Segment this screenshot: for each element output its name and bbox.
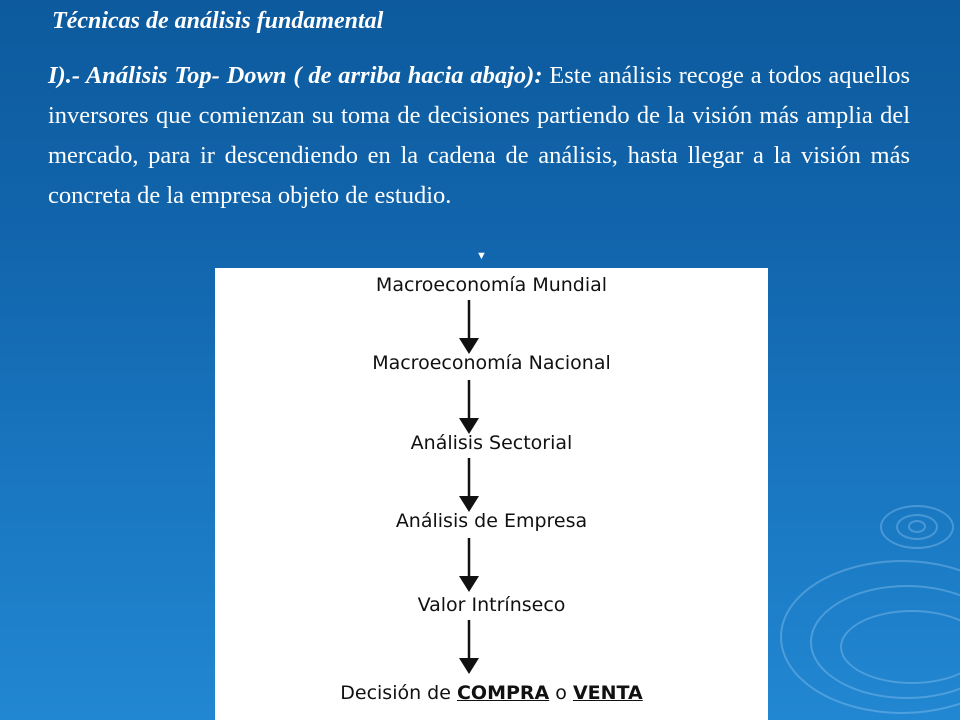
decision-connector: o [549,682,573,704]
step-empresa: Análisis de Empresa [395,510,588,532]
decision-prefix: Decisión de [340,682,457,704]
step-macro-nacional: Macroeconomía Nacional [372,352,611,374]
decision-compra: COMPRA [456,682,550,704]
section-label: I).- Análisis Top- Down ( de arriba hacia abajo): [48,62,543,89]
down-arrow-icon [454,458,484,514]
body-paragraph [48,56,910,216]
step-decision [215,682,768,704]
down-arrow-icon [454,620,484,676]
decision-venta: VENTA [572,682,643,704]
caret-icon: ▼ [476,250,487,262]
down-arrow-icon [454,300,484,356]
slide-title: Técnicas de análisis fundamental [52,8,384,34]
down-arrow-icon [454,380,484,436]
step-valor-intrinseco: Valor Intrínseco [417,594,566,616]
step-sectorial: Análisis Sectorial [410,432,573,454]
paragraph-text: Este análisis recoge a todos aquellos inversores que comienzan su toma de decisiones partiendo de la visión más amplia del mercado, para ir descendiendo en la cadena de análisis, hasta llegar a la visión más concreta de la empresa objeto de estudio. [48,62,910,209]
down-arrow-icon [454,538,484,594]
top-down-diagram [215,268,768,720]
step-macro-mundial: Macroeconomía Mundial [375,274,608,296]
